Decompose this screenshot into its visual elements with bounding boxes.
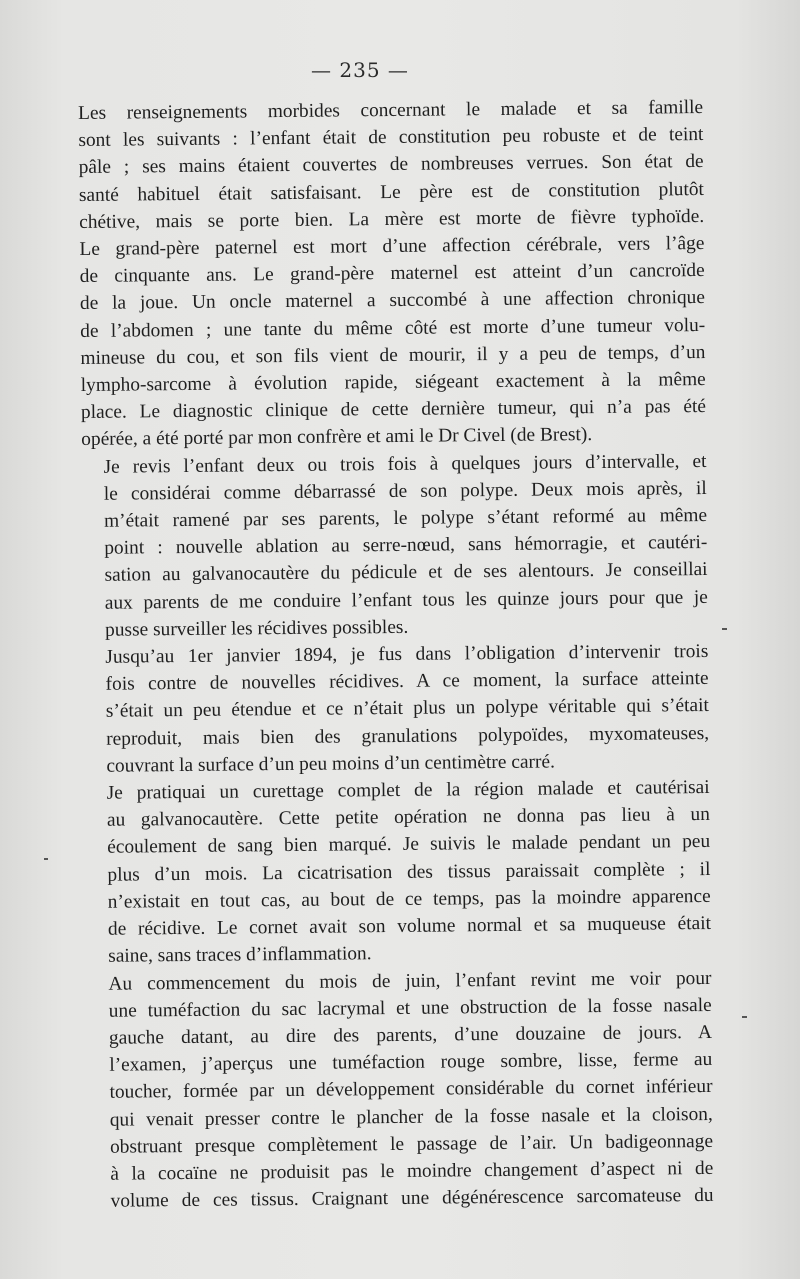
text-line: sation au galvanocautère du pédicule et de ses alentours. Je conseillai: [104, 559, 708, 587]
text-line: Je revis l’enfant deux ou trois fois à quelques jours d’intervalle, et: [103, 450, 707, 478]
text-line: sont les suivants : l’enfant était de constitution peu robuste et de teint: [78, 124, 704, 152]
text-line: mineuse du cou, et son fils vient de mourir, il y a peu de temps, d’un: [80, 341, 706, 369]
text-line: l’examen, j’aperçus une tuméfaction rouge sombre, lisse, ferme au: [109, 1049, 713, 1076]
text-line: santé habituel était satisfaisant. Le père est de constitution plutôt: [78, 178, 704, 206]
text-line: de l’abdomen ; une tante du même côté est morte d’une tumeur volu-: [80, 314, 706, 342]
margin-mark: [44, 858, 48, 860]
text-line: opérée, a été porté par mon confrère et ami le Dr Civel (de Brest).: [81, 424, 593, 451]
margin-mark: [722, 628, 727, 630]
page-number: — 235 —: [311, 58, 409, 82]
text-line: de récidive. Le cornet avait son volume normal et sa muqueuse était: [107, 913, 712, 940]
text-line: le considérai comme débarrassé de son polype. Deux mois après, il: [103, 477, 707, 505]
text-line: Le grand-père paternel est mort d’une affection cérébrale, vers l’âge: [79, 233, 705, 261]
paragraph-june-visit: [86, 964, 713, 1215]
text-line: fois contre de nouvelles récidives. A ce moment, la surface atteinte: [105, 668, 709, 696]
text-line: s’était un peu étendue et ce n’était plus un polype véritable qui s’était: [105, 695, 709, 723]
text-line: toucher, formée par un développement considérable du cornet inférieur: [109, 1076, 713, 1104]
text-line: aux parents de me conduire l’enfant tous les quinze jours pour que je: [104, 586, 708, 614]
text-line: au galvanocautère. Cette petite opération ne donna pas lieu à un: [106, 804, 710, 832]
text-line: une tuméfaction du sac lacrymal et une obstruction de la fosse nasale: [108, 994, 712, 1022]
text-line: qui venait presser contre le plancher de la fosse nasale et la cloison,: [109, 1103, 713, 1131]
text-line: pusse surveiller les récidives possibles.: [104, 616, 409, 641]
text-line: volume de ces tissus. Craignant une dégénérescence sarcomateuse du: [110, 1185, 714, 1212]
text-line: n’existait en tout cas, au bout de ce temps, pas la moindre apparence: [107, 885, 711, 913]
paragraph-january-1894: [83, 638, 709, 780]
margin-mark: [742, 1016, 747, 1018]
text-line: lympho-sarcome à évolution rapide, siégeant exactement à la même: [80, 369, 706, 397]
text-line: écoulement de sang bien marqué. Je suivis le malade pendant un peu: [107, 831, 711, 859]
text-line: obstruant presque complètement le passage de l’air. Un badigeonnage: [109, 1130, 714, 1158]
text-line: Jusqu’au 1er janvier 1894, je fus dans l’obligation d’intervenir trois: [105, 641, 709, 668]
text-line: place. Le diagnostic clinique de cette dernière tumeur, qui n’a pas été: [80, 396, 707, 424]
text-line: de la joue. Un oncle maternel a succombé à une affection chronique: [79, 287, 706, 315]
text-line: reproduit, mais bien des granulations polypoïdes, myxomateuses,: [106, 722, 710, 750]
paragraph-recurrence: [81, 448, 708, 644]
text-line: couvrant la surface d’un peu moins d’un centimètre carré.: [106, 751, 555, 777]
text-line: Les renseignements morbides concernant le malade et sa famille: [78, 97, 704, 124]
text-line: saine, sans traces d’inflammation.: [108, 943, 372, 968]
text-line: de cinquante ans. Le grand-père maternel est atteint d’un cancroïde: [79, 260, 705, 288]
text-line: plus d’un mois. La cicatrisation des tissus paraissait complète ; il: [107, 858, 711, 886]
text-line: Je pratiquai un curettage complet de la région malade et cautérisai: [106, 777, 710, 804]
text-line: gauche datant, au dire des parents, d’une douzaine de jours. A: [108, 1021, 713, 1049]
text-line: Au commencement du mois de juin, l’enfant revint me voir pour: [108, 967, 712, 995]
text-line: m’était ramené par ses parents, le polype s’étant reformé au même: [103, 505, 708, 532]
text-line: à la cocaïne ne produisit pas le moindre changement d’aspect ni de: [110, 1157, 714, 1185]
text-line: chétive, mais se porte bien. La mère est morte de fièvre typhoïde.: [79, 205, 705, 233]
paragraph-family-history: [78, 94, 706, 454]
paragraph-curettage: [85, 774, 712, 970]
body-text: [78, 94, 714, 1215]
text-line: pâle ; ses mains étaient couvertes de nombreuses verrues. Son état de: [78, 151, 704, 179]
text-line: point : nouvelle ablation au serre-nœud, sans hémorragie, et cautéri-: [104, 532, 708, 560]
